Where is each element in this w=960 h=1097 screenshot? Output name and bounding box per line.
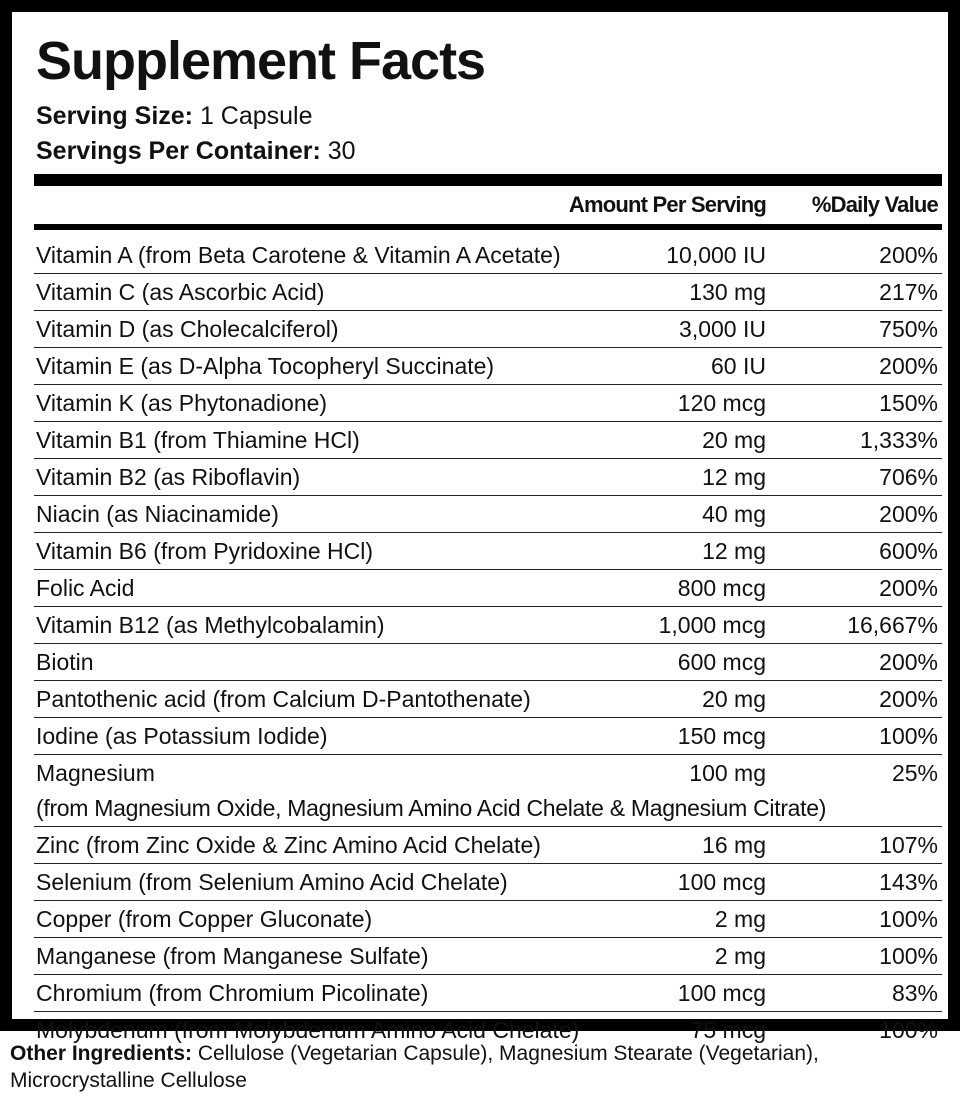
- nutrient-name: Vitamin B2 (as Riboflavin): [36, 464, 301, 490]
- nutrient-amount: 2 mg: [714, 906, 766, 932]
- nutrient-name: Vitamin E (as D-Alpha Tocopheryl Succinate): [36, 353, 495, 379]
- nutrient-amount: 16 mg: [702, 832, 766, 858]
- nutrient-name: Vitamin B12 (as Methylcobalamin): [36, 612, 385, 638]
- column-header-amount: Amount Per Serving: [568, 192, 766, 217]
- nutrient-name: Niacin (as Niacinamide): [36, 501, 279, 527]
- nutrient-daily-value: 25%: [891, 760, 938, 786]
- nutrient-daily-value: 1,333%: [859, 427, 938, 453]
- nutrient-row: [34, 975, 942, 1012]
- nutrient-name: Vitamin D (as Cholecalciferol): [36, 316, 339, 342]
- nutrient-name: Biotin: [36, 649, 94, 675]
- nutrient-daily-value: 200%: [879, 242, 938, 268]
- nutrient-daily-value: 100%: [879, 906, 938, 932]
- nutrient-name: Vitamin A (from Beta Carotene & Vitamin A Acetate): [36, 242, 561, 268]
- nutrient-amount: 20 mg: [702, 686, 766, 712]
- other-ingredients-label: Other Ingredients:: [10, 1042, 193, 1065]
- serving-size-label: Serving Size:: [36, 102, 193, 130]
- nutrient-row: [34, 938, 942, 975]
- nutrient-daily-value: 200%: [879, 686, 938, 712]
- nutrient-daily-value: 150%: [879, 390, 938, 416]
- nutrient-amount: 100 mcg: [677, 869, 766, 895]
- nutrient-row: [34, 644, 942, 681]
- nutrient-daily-value: 200%: [879, 501, 938, 527]
- nutrient-daily-value: 750%: [879, 316, 938, 342]
- nutrient-amount: 130 mg: [689, 279, 766, 305]
- nutrient-row: [34, 681, 942, 718]
- nutrient-amount: 2 mg: [714, 943, 766, 969]
- nutrient-daily-value: 706%: [879, 464, 938, 490]
- serving-size-value: 1 Capsule: [193, 102, 313, 130]
- nutrient-table: [34, 237, 942, 1048]
- nutrient-amount: 12 mg: [702, 538, 766, 564]
- nutrient-daily-value: 200%: [879, 353, 938, 379]
- header-divider: [34, 224, 942, 230]
- nutrient-row: [34, 901, 942, 938]
- nutrient-amount: 1,000 mcg: [658, 612, 766, 638]
- nutrient-name: Folic Acid: [36, 575, 135, 601]
- nutrient-name: Vitamin B1 (from Thiamine HCl): [36, 427, 360, 453]
- nutrient-daily-value: 217%: [879, 279, 938, 305]
- nutrient-amount: 12 mg: [702, 464, 766, 490]
- nutrient-source-note: (from Magnesium Oxide, Magnesium Amino Acid Chelate & Magnesium Citrate): [36, 795, 827, 821]
- nutrient-row: [34, 570, 942, 607]
- nutrient-row: [34, 718, 942, 755]
- column-header-row: [34, 188, 942, 222]
- nutrient-amount: 100 mcg: [677, 980, 766, 1006]
- nutrient-row: [34, 422, 942, 459]
- nutrient-amount: 600 mcg: [677, 649, 766, 675]
- nutrient-amount: 40 mg: [702, 501, 766, 527]
- nutrient-name: Vitamin B6 (from Pyridoxine HCl): [36, 538, 374, 564]
- nutrient-row: [34, 827, 942, 864]
- nutrient-name: Molybdenum (from Molybdenum Amino Acid Chelate): [36, 1017, 580, 1043]
- nutrient-name: Selenium (from Selenium Amino Acid Chelate): [36, 869, 508, 895]
- nutrient-name: Pantothenic acid (from Calcium D-Pantothenate): [36, 686, 531, 712]
- nutrient-daily-value: 100%: [879, 943, 938, 969]
- label-title: Supplement Facts: [36, 31, 486, 91]
- nutrient-row: [34, 755, 942, 827]
- nutrient-name: Iodine (as Potassium Iodide): [36, 723, 328, 749]
- nutrient-daily-value: 16,667%: [847, 612, 938, 638]
- servings-per-container: [36, 135, 356, 167]
- nutrient-row: [34, 311, 942, 348]
- nutrient-daily-value: 100%: [879, 723, 938, 749]
- nutrient-daily-value: 200%: [879, 575, 938, 601]
- nutrient-amount: 100 mg: [689, 760, 766, 786]
- nutrient-daily-value: 100%: [879, 1017, 938, 1043]
- nutrient-amount: 3,000 IU: [679, 316, 766, 342]
- nutrient-name: Zinc (from Zinc Oxide & Zinc Amino Acid Chelate): [36, 832, 541, 858]
- nutrient-row: [34, 459, 942, 496]
- servings-per-container-value: 30: [320, 137, 356, 165]
- nutrient-amount: 10,000 IU: [666, 242, 766, 268]
- nutrient-daily-value: 83%: [891, 980, 938, 1006]
- other-ingredients: [10, 1040, 954, 1094]
- nutrient-amount: 120 mcg: [677, 390, 766, 416]
- nutrient-amount: 20 mg: [702, 427, 766, 453]
- nutrient-name: Vitamin K (as Phytonadione): [36, 390, 328, 416]
- servings-per-container-label: Servings Per Container:: [36, 137, 321, 165]
- nutrient-row: [34, 348, 942, 385]
- thick-divider: [34, 174, 942, 186]
- nutrient-row: [34, 496, 942, 533]
- nutrient-name: Magnesium: [36, 760, 155, 786]
- other-ingredients-text: Cellulose (Vegetarian Capsule), Magnesium Stearate (Vegetarian), Microcrystalline Cellulose: [10, 1042, 819, 1092]
- nutrient-row: [34, 385, 942, 422]
- nutrient-row: [34, 533, 942, 570]
- nutrient-row: [34, 274, 942, 311]
- column-header-daily-value: %Daily Value: [811, 192, 938, 217]
- nutrient-amount: 60 IU: [711, 353, 766, 379]
- nutrient-row: [34, 607, 942, 644]
- nutrient-daily-value: 143%: [879, 869, 938, 895]
- nutrient-amount: 150 mcg: [677, 723, 766, 749]
- serving-size: [36, 100, 313, 132]
- nutrient-row: [34, 237, 942, 274]
- nutrient-row: [34, 864, 942, 901]
- nutrient-name: Chromium (from Chromium Picolinate): [36, 980, 429, 1006]
- nutrient-daily-value: 107%: [879, 832, 938, 858]
- nutrient-daily-value: 600%: [879, 538, 938, 564]
- nutrient-name: Manganese (from Manganese Sulfate): [36, 943, 429, 969]
- nutrient-name: Copper (from Copper Gluconate): [36, 906, 373, 932]
- nutrient-amount: 75 mcg: [690, 1017, 766, 1043]
- nutrient-daily-value: 200%: [879, 649, 938, 675]
- nutrient-amount: 800 mcg: [677, 575, 766, 601]
- nutrient-name: Vitamin C (as Ascorbic Acid): [36, 279, 325, 305]
